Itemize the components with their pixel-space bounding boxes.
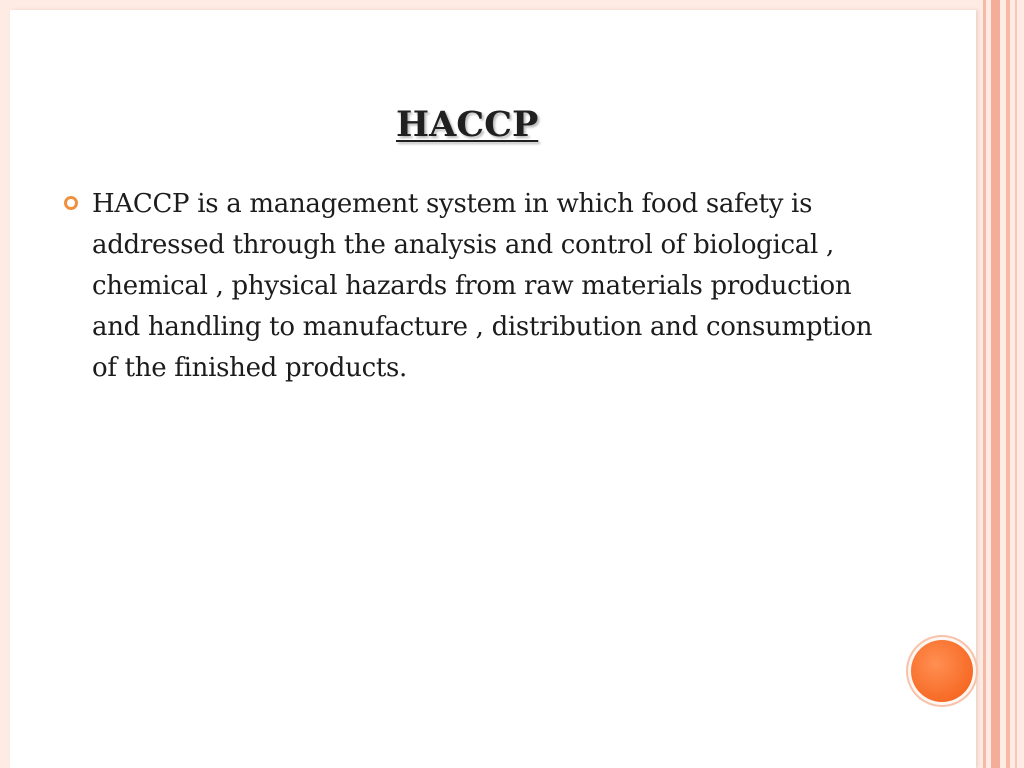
hollow-circle-bullet-icon [64,196,78,210]
list-item [62,184,892,389]
orange-circle-icon [911,640,973,702]
slide-title: HACCP [396,104,539,145]
bullet-list [62,184,892,389]
right-border-stripe [1006,0,1010,768]
right-border-stripe [991,0,1000,768]
right-border-stripe [983,0,986,768]
bullet-text: HACCP is a management system in which food safety is addressed through the analysis and control of biological , chemical , physical hazards from raw materials production and handling to manufacture , distribution and consumption of the finished products. [92,189,873,383]
right-border-stripe [1015,0,1017,768]
